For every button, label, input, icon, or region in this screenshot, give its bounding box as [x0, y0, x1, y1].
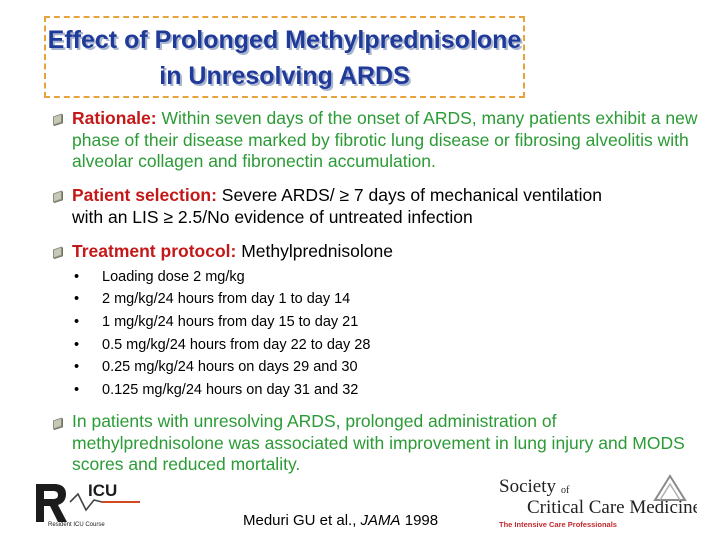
- rationale-label: Rationale:: [72, 108, 157, 128]
- dose-text: 1 mg/kg/24 hours from day 15 to day 21: [102, 314, 359, 330]
- dose-text: 0.25 mg/kg/24 hours on days 29 and 30: [102, 359, 358, 375]
- selection-label: Patient selection:: [72, 185, 217, 205]
- dose-text: 2 mg/kg/24 hours from day 1 to day 14: [102, 291, 351, 307]
- sccm-tagline: The Intensive Care Professionals: [499, 520, 617, 529]
- sccm-logo: [497, 474, 697, 530]
- icu-logo-text: ICU: [88, 481, 118, 500]
- sccm-of: of: [561, 485, 570, 496]
- title-line-1: Effect of Prolonged Methylprednisolone: [47, 26, 522, 54]
- treatment-label: Treatment protocol:: [72, 241, 237, 261]
- bullet-icon: [53, 191, 62, 203]
- title-line-2: in Unresolving ARDS: [159, 62, 410, 90]
- sccm-logo-graphic: [497, 474, 697, 530]
- dose-text: Loading dose 2 mg/kg: [102, 269, 245, 285]
- sccm-name: Critical Care Medicine: [527, 497, 697, 518]
- slide-title: [44, 22, 525, 94]
- icu-logo-graphic: [28, 478, 148, 528]
- selection-paragraph: [72, 185, 712, 228]
- citation: [243, 512, 438, 529]
- icu-logo-subtitle: Resident ICU Course: [48, 522, 105, 528]
- treatment-drug: Methylprednisolone: [241, 241, 393, 261]
- citation-year: 1998: [400, 512, 439, 529]
- dose-text: 0.5 mg/kg/24 hours from day 22 to day 28: [102, 337, 371, 353]
- sccm-society: Society: [499, 476, 556, 497]
- bullet-icon: [53, 418, 62, 430]
- rationale-text: Within seven days of the onset of ARDS, many patients exhibit a new phase of their disease marked by fibrotic lung disease or fibrosing alveolitis with alveolar collagen and fibronectin accumulation.: [72, 108, 698, 171]
- selection-line-1: Severe ARDS/ ≥ 7 days of mechanical ventilation: [221, 185, 602, 205]
- citation-journal: JAMA: [360, 512, 401, 529]
- bullet-icon: [53, 114, 62, 126]
- dose-text: 0.125 mg/kg/24 hours on day 31 and 32: [102, 382, 359, 398]
- treatment-paragraph: [72, 241, 712, 263]
- citation-authors: Meduri GU et al.,: [243, 512, 361, 529]
- resident-icu-logo: [28, 478, 148, 528]
- conclusion-paragraph: In patients with unresolving ARDS, prolonged administration of methylprednisolone was associated with improvement in lung injury and MODS scores and reduced mortality.: [72, 411, 685, 474]
- selection-line-2: with an LIS ≥ 2.5/No evidence of untreated infection: [72, 206, 473, 227]
- rationale-paragraph: [72, 108, 712, 173]
- bullet-icon: [53, 247, 62, 259]
